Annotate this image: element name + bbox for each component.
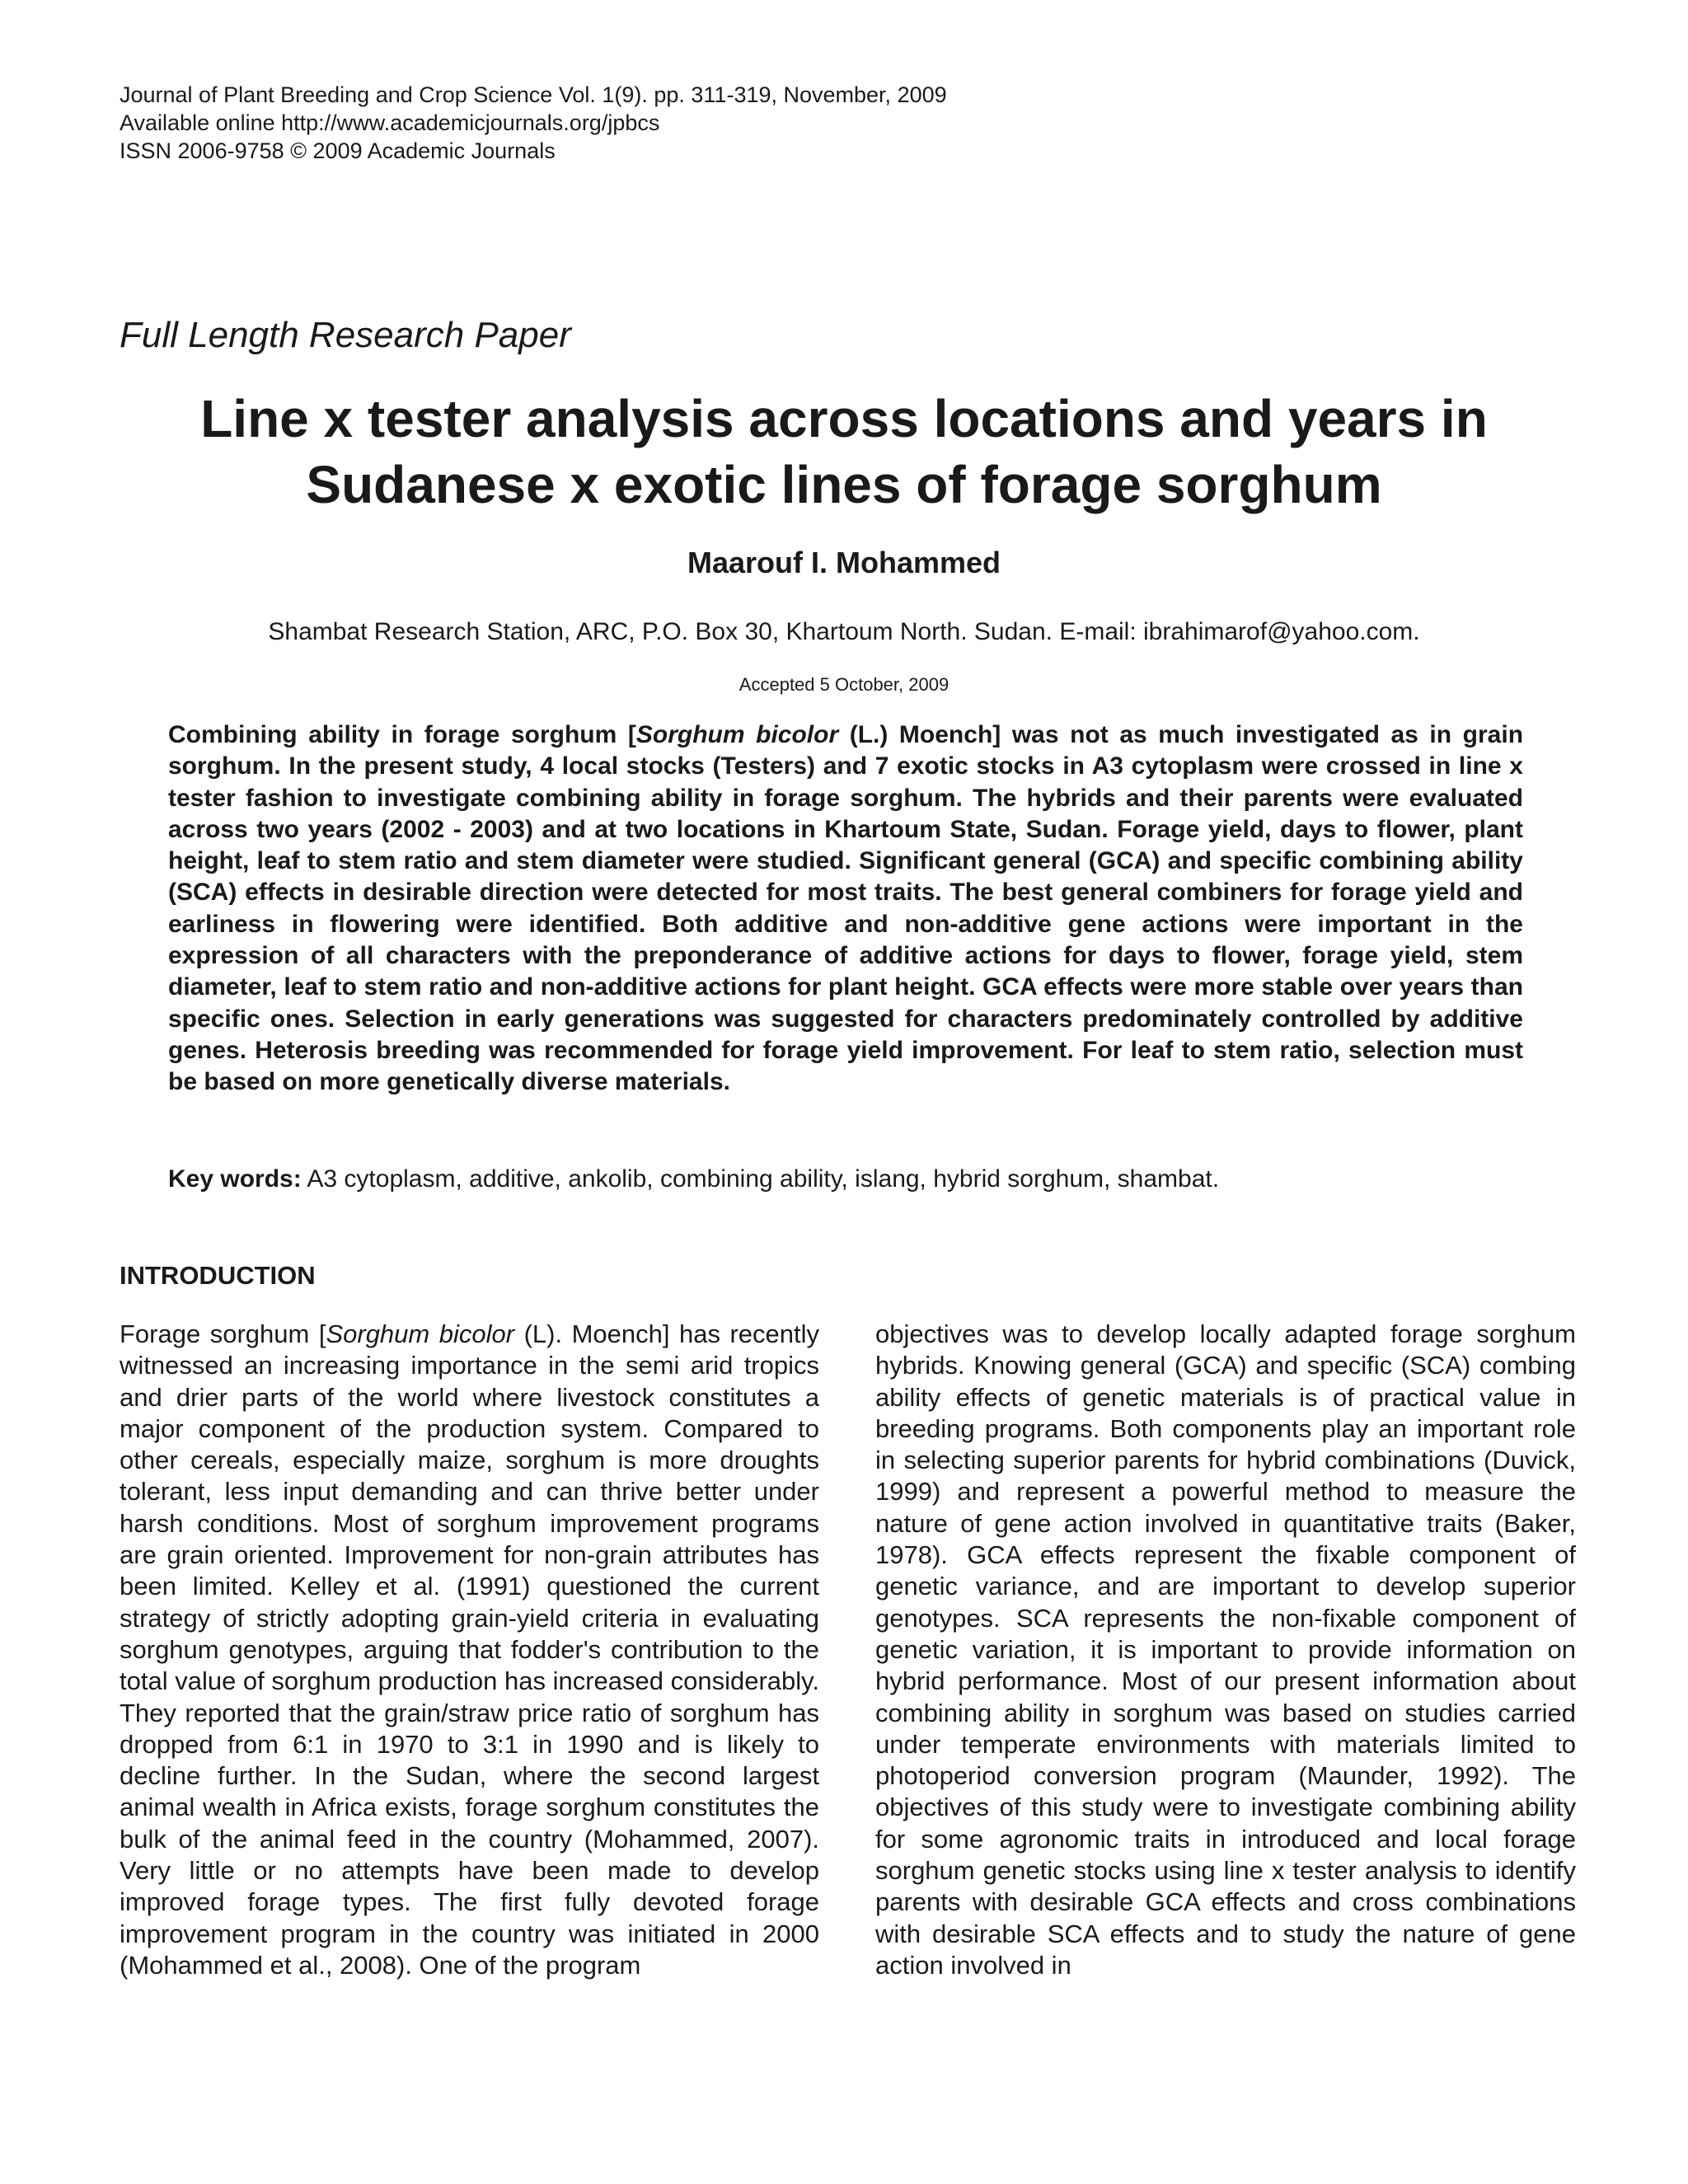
keywords-text: A3 cytoplasm, additive, ankolib, combining ability, islang, hybrid sorghum, shambat. xyxy=(301,1165,1220,1193)
journal-header xyxy=(120,81,947,165)
paper-title xyxy=(120,386,1568,518)
paper-type: Full Length Research Paper xyxy=(120,315,571,355)
journal-citation: Journal of Plant Breeding and Crop Science Vol. 1(9). pp. 311-319, November, 2009 xyxy=(120,82,947,107)
abstract xyxy=(168,719,1523,1099)
paper-title-line-1: Line x tester analysis across locations and years in xyxy=(200,389,1488,448)
introduction-heading: INTRODUCTION xyxy=(120,1261,316,1290)
intro-left-species: Sorghum bicolor xyxy=(326,1319,515,1348)
journal-issn: ISSN 2006-9758 © 2009 Academic Journals xyxy=(120,138,556,163)
author-affiliation: Shambat Research Station, ARC, P.O. Box 30, Khartoum North. Sudan. E-mail: ibrahimarof@yahoo.com. xyxy=(268,618,1420,645)
keywords xyxy=(168,1163,1523,1196)
author-name: Maarouf I. Mohammed xyxy=(687,546,1001,579)
intro-left-body: (L). Moench] has recently witnessed an increasing importance in the semi arid tropics and drier parts of the world where livestock constitutes a major component of the production system. Compared to other cereals, especially maize, sorghum is more droughts tolerant, less input demanding and can thrive better under harsh conditions. Most of sorghum improvement programs are grain oriented. Improvement for non-grain attributes has been limited. Kelley et al. (1991) questioned the current strategy of strictly adopting grain-yield criteria in evaluating sorghum genotypes, arguing that fodder's contribution to the total value of sorghum production has increased considerably. They reported that the grain/straw price ratio of sorghum has dropped from 6:1 in 1970 to 3:1 in 1990 and is likely to decline further. In the Sudan, where the second largest animal wealth in Africa exists, forage sorghum constitutes the bulk of the animal feed in the country (Mohammed, 2007). Very little or no attempts have been made to develop improved forage types. The first fully devoted forage improvement program in the country was initiated in 2000 (Mohammed et al., 2008). One of the program xyxy=(120,1319,819,1980)
abstract-body: (L.) Moench] was not as much investigated as in grain sorghum. In the present study, 4 local stocks (Testers) and 7 exotic stocks in A3 cytoplasm were crossed in line x tester fashion to investigate combining ability in forage sorghum. The hybrids and their parents were evaluated across two years (2002 - 2003) and at two locations in Khartoum State, Sudan. Forage yield, days to flower, plant height, leaf to stem ratio and stem diameter were studied. Significant general (GCA) and specific combining ability (SCA) effects in desirable direction were detected for most traits. The best general combiners for forage yield and earliness in flowering were identified. Both additive and non-additive gene actions were important in the expression of all characters with the preponderance of additive actions for days to flower, forage yield, stem diameter, leaf to stem ratio and non-additive actions for plant height. GCA effects were more stable over years than specific ones. Selection in early generations was suggested for characters predominately controlled by additive genes. Heterosis breeding was recommended for forage yield improvement. For leaf to stem ratio, selection must be based on more genetically diverse materials. xyxy=(168,721,1524,1096)
journal-url: Available online http://www.academicjournals.org/jpbcs xyxy=(120,110,660,135)
introduction-left-column xyxy=(120,1319,819,1981)
paper-title-line-2: Sudanese x exotic lines of forage sorghum xyxy=(306,455,1382,514)
keywords-label: Key words: xyxy=(168,1165,302,1193)
introduction-right-column: objectives was to develop locally adapted forage sorghum hybrids. Knowing general (GCA) and specific (SCA) combing ability effects of genetic materials is of practical value in breeding programs. Both components play an important role in selecting superior parents for hybrid combinations (Duvick, 1999) and represent a powerful method to measure the nature of gene action involved in quantitative traits (Baker, 1978). GCA effects represent the fixable component of genetic variance, and are important to develop superior genotypes. SCA represents the non-fixable component of genetic variation, it is important to provide information on hybrid performance. Most of our present information about combining ability in sorghum was based on studies carried under temperate environments with materials limited to photoperiod conversion program (Maunder, 1992). The objectives of this study were to investigate combining ability for some agronomic traits in introduced and local forage sorghum genetic stocks using line x tester analysis to identify parents with desirable GCA effects and cross combinations with desirable SCA effects and to study the nature of gene action involved in xyxy=(875,1319,1576,1980)
abstract-species: Sorghum bicolor xyxy=(635,721,839,748)
accepted-date: Accepted 5 October, 2009 xyxy=(738,674,950,695)
abstract-lead: Combining ability in forage sorghum [ xyxy=(168,721,636,748)
intro-left-lead: Forage sorghum [ xyxy=(120,1319,326,1348)
